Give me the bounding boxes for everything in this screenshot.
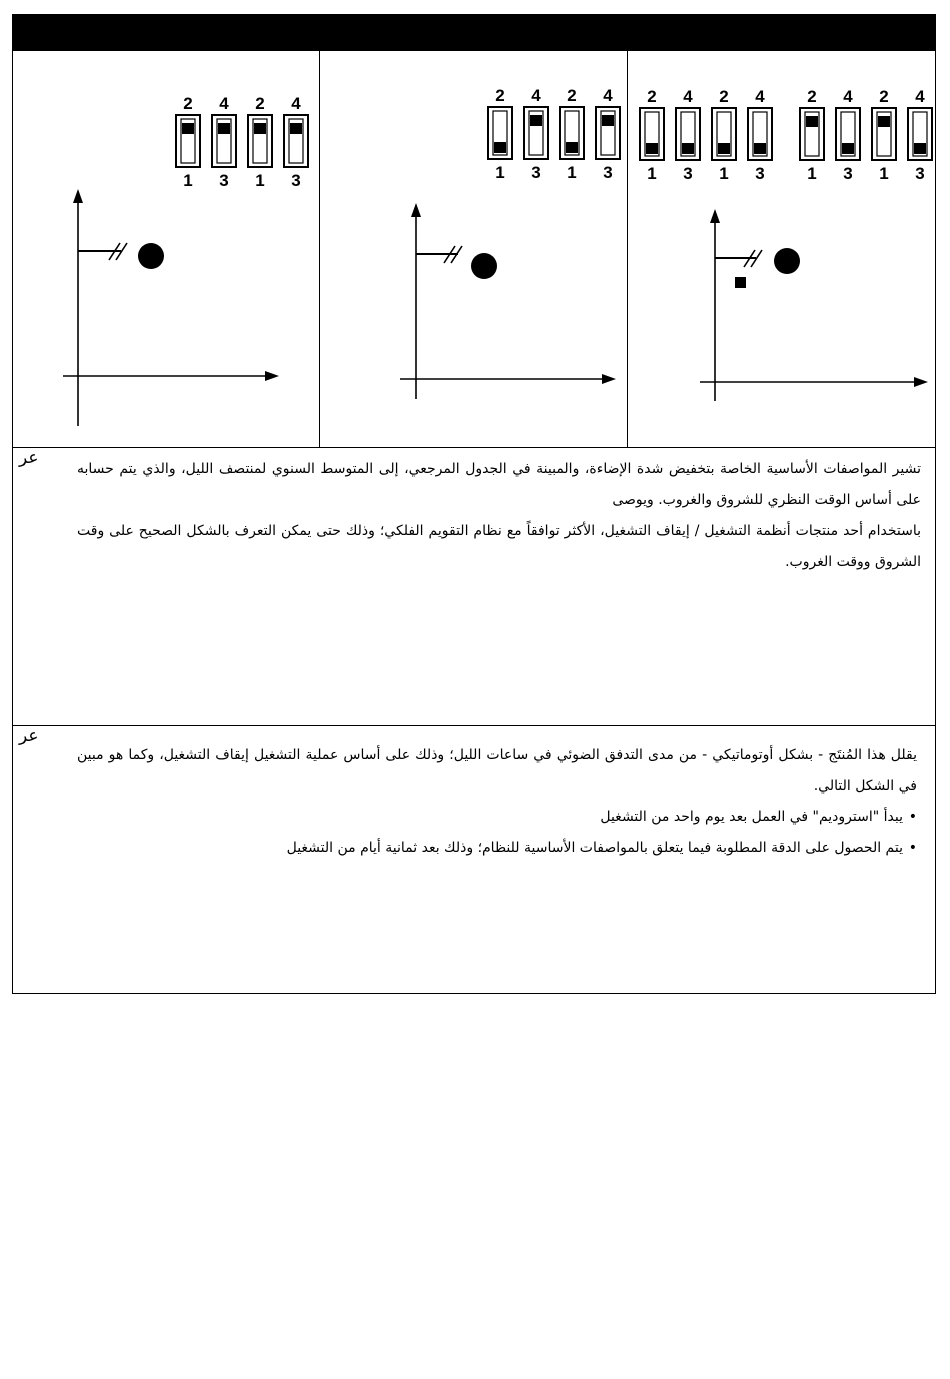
diagram-panel-left xyxy=(13,51,320,447)
language-tag: عر xyxy=(19,726,39,746)
document-frame xyxy=(12,14,936,994)
dip-label-bottom: 1 xyxy=(807,164,817,183)
header-bar xyxy=(13,15,935,51)
x-axis-arrow xyxy=(602,374,616,384)
y-axis-arrow xyxy=(411,203,421,217)
dip-switch-knob xyxy=(914,143,926,154)
dip-label-bottom: 1 xyxy=(255,171,265,190)
dip-label-top: 4 xyxy=(755,87,765,106)
text-section-2 xyxy=(13,726,935,994)
dip-switch-knob xyxy=(682,143,694,154)
dip-label-top: 2 xyxy=(719,87,729,106)
dip-label-bottom: 1 xyxy=(495,163,505,182)
dip-label-top: 2 xyxy=(255,94,265,113)
dip-label-top: 4 xyxy=(603,86,613,105)
dip-label-bottom: 3 xyxy=(531,163,541,182)
dip-label-bottom: 3 xyxy=(843,164,853,183)
dip-label-bottom: 1 xyxy=(647,164,657,183)
dip-label-top: 4 xyxy=(683,87,693,106)
dip-label-bottom: 1 xyxy=(719,164,729,183)
dip-label-bottom: 3 xyxy=(683,164,693,183)
dip-switch-knob xyxy=(754,143,766,154)
dip-label-bottom: 3 xyxy=(915,164,925,183)
section-1-paragraph-2: باستخدام أحد منتجات أنظمة التشغيل / إيقاف التشغيل، الأكثر توافقاً مع نظام التقويم الفلكي؛ وذلك حتى يمكن التعرف بالشكل الصحيح على وقت الشروق ووقت الغروب. xyxy=(77,523,921,570)
dip-switch-knob xyxy=(290,123,302,134)
dip-switch-group xyxy=(488,86,620,182)
dip-switch-group xyxy=(176,94,308,190)
dip-label-top: 4 xyxy=(291,94,301,113)
dip-label-bottom: 3 xyxy=(603,163,613,182)
x-axis-arrow xyxy=(265,371,279,381)
diagram-right-svg xyxy=(628,51,937,447)
dip-label-top: 2 xyxy=(567,86,577,105)
language-tag: عر xyxy=(19,448,39,468)
dip-switch-knob xyxy=(182,123,194,134)
bullet-item: • يتم الحصول على الدقة المطلوبة فيما يتعلق بالمواصفات الأساسية للنظام؛ وذلك بعد ثمانية أيام من التشغيل xyxy=(77,833,917,864)
dip-switch-knob xyxy=(842,143,854,154)
dip-switch-knob xyxy=(646,143,658,154)
bullet-list xyxy=(77,802,917,864)
dip-label-top: 2 xyxy=(183,94,193,113)
dip-label-top: 2 xyxy=(879,87,889,106)
section-1-paragraph-1: تشير المواصفات الأساسية الخاصة بتخفيض شدة الإضاءة، والمبينة في الجدول المرجعي، إلى المتوسط السنوي لمنتصف الليل، والذي يتم حسابه على أساس الوقت النظري للشروق والغروب. ويوصى xyxy=(77,461,921,508)
dip-label-top: 2 xyxy=(807,87,817,106)
dip-label-bottom: 1 xyxy=(879,164,889,183)
lamp-dot xyxy=(138,243,164,269)
diagram-panel-middle xyxy=(320,51,628,447)
dip-switch-group xyxy=(640,87,772,183)
section-2-intro: يقلل هذا المُنتَج - بشكل أوتوماتيكي - من مدى التدفق الضوئي في ساعات الليل؛ وذلك على أساس عملية التشغيل إيقاف التشغيل، وكما هو مبين في الشكل التالي. xyxy=(77,747,917,794)
section-2-text xyxy=(77,740,917,864)
section-1-text xyxy=(77,454,921,578)
dip-switch-knob xyxy=(494,142,506,153)
dip-label-bottom: 3 xyxy=(219,171,229,190)
dip-switch-knob xyxy=(254,123,266,134)
lamp-dot xyxy=(774,248,800,274)
diagram-panel-right xyxy=(628,51,937,447)
reduced-level-marker xyxy=(735,277,746,288)
dip-label-top: 2 xyxy=(495,86,505,105)
y-axis-arrow xyxy=(710,209,720,223)
dip-label-top: 4 xyxy=(915,87,925,106)
dip-switch-knob xyxy=(566,142,578,153)
dip-label-top: 4 xyxy=(219,94,229,113)
dip-label-bottom: 1 xyxy=(183,171,193,190)
dip-switch-knob xyxy=(602,115,614,126)
dip-switch-group xyxy=(800,87,932,183)
text-section-1 xyxy=(13,448,935,726)
dip-label-bottom: 1 xyxy=(567,163,577,182)
diagram-left-svg xyxy=(13,51,319,447)
dip-label-bottom: 3 xyxy=(291,171,301,190)
dip-switch-knob xyxy=(530,115,542,126)
y-axis-arrow xyxy=(73,189,83,203)
diagram-row xyxy=(13,51,935,448)
lamp-dot xyxy=(471,253,497,279)
dip-label-top: 4 xyxy=(843,87,853,106)
dip-label-bottom: 3 xyxy=(755,164,765,183)
bullet-item: • يبدأ "استروديم" في العمل بعد يوم واحد من التشغيل xyxy=(77,802,917,833)
dip-label-top: 2 xyxy=(647,87,657,106)
dip-label-top: 4 xyxy=(531,86,541,105)
diagram-middle-svg xyxy=(320,51,627,447)
dip-switch-knob xyxy=(806,116,818,127)
dip-switch-knob xyxy=(718,143,730,154)
dip-switch-knob xyxy=(878,116,890,127)
x-axis-arrow xyxy=(914,377,928,387)
dip-switch-knob xyxy=(218,123,230,134)
